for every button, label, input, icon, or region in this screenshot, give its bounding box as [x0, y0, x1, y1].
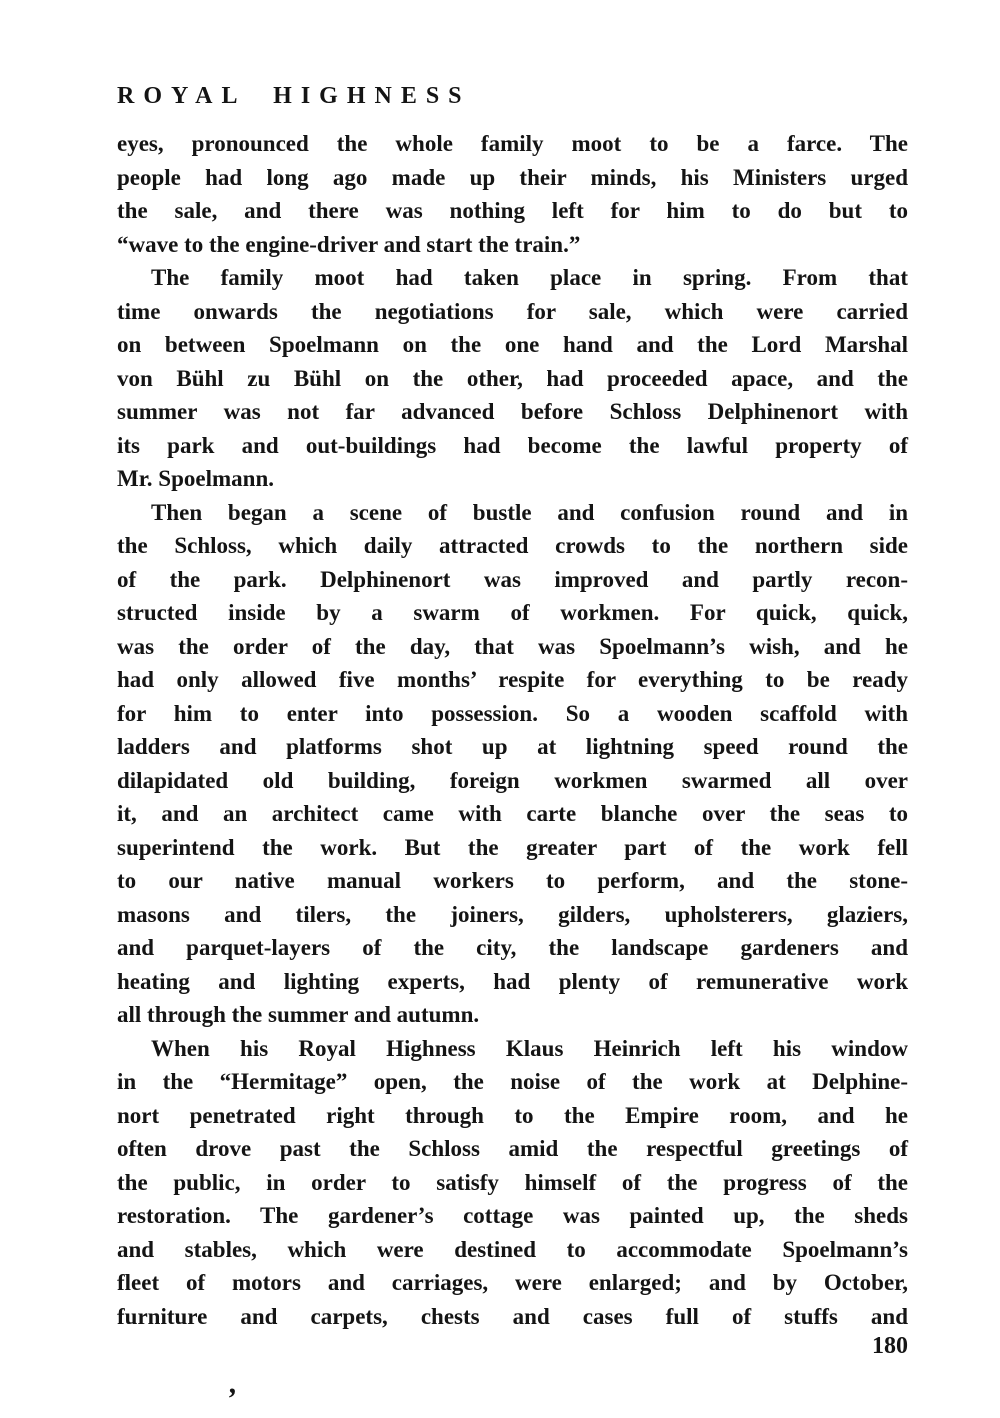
- ink-smudge-mark: ’: [226, 1382, 236, 1415]
- text-line: had only allowed five months’ respite for everything to be ready: [117, 667, 908, 692]
- text-line: masons and tilers, the joiners, gilders, upholsterers, glaziers,: [117, 901, 908, 927]
- paragraph: [117, 261, 908, 496]
- page-number: 180: [872, 1333, 908, 1359]
- text-line: Then began a scene of bustle and confusion round and in: [151, 499, 908, 525]
- text-line: the public, in order to satisfy himself of the progress of the: [117, 1169, 908, 1195]
- running-head: ROYAL HIGHNESS: [117, 83, 471, 109]
- text-line: the Schloss, which daily attracted crowds to the northern side: [117, 533, 908, 558]
- text-line: its park and out-buildings had become the lawful property of: [117, 432, 908, 458]
- paragraph: [117, 496, 908, 1032]
- text-line: Mr. Spoelmann.: [117, 466, 274, 491]
- paragraph: [117, 127, 908, 261]
- text-line: restoration. The gardener’s cottage was painted up, the sheds: [117, 1203, 908, 1228]
- text-line: When his Royal Highness Klaus Heinrich left his window: [151, 1035, 908, 1061]
- text-line: and stables, which were destined to accommodate Spoelmann’s: [117, 1236, 908, 1262]
- text-line: and parquet-layers of the city, the landscape gardeners and: [117, 935, 908, 960]
- paragraph: [117, 1032, 908, 1334]
- text-line: people had long ago made up their minds, his Ministers urged: [117, 164, 908, 190]
- text-line: fleet of motors and carriages, were enlarged; and by October,: [117, 1270, 908, 1295]
- text-line: was the order of the day, that was Spoelmann’s wish, and he: [117, 633, 908, 659]
- body-text: [117, 127, 908, 1333]
- text-line: ladders and platforms shot up at lightning speed round the: [117, 734, 908, 759]
- text-line: heating and lighting experts, had plenty of remunerative work: [117, 968, 908, 994]
- text-line: von Bühl zu Bühl on the other, had proceeded apace, and the: [117, 365, 908, 391]
- text-line: eyes, pronounced the whole family moot to be a farce. The: [117, 131, 908, 156]
- text-line: time onwards the negotiations for sale, which were carried: [117, 298, 908, 324]
- text-line: to our native manual workers to perform, and the stone-: [117, 868, 908, 893]
- text-line: often drove past the Schloss amid the respectful greetings of: [117, 1136, 908, 1161]
- text-line: of the park. Delphinenort was improved and partly recon-: [117, 566, 908, 592]
- text-line: it, and an architect came with carte blanche over the seas to: [117, 801, 908, 826]
- text-line: superintend the work. But the greater part of the work fell: [117, 834, 908, 860]
- text-line: on between Spoelmann on the one hand and the Lord Marshal: [117, 332, 908, 357]
- text-line: The family moot had taken place in spring. From that: [151, 265, 908, 290]
- text-line: “wave to the engine-driver and start the train.”: [117, 231, 581, 257]
- text-line: furniture and carpets, chests and cases full of stuffs and: [117, 1303, 908, 1329]
- text-line: structed inside by a swarm of workmen. For quick, quick,: [117, 600, 908, 625]
- text-line: the sale, and there was nothing left for him to do but to: [117, 198, 908, 223]
- text-line: in the “Hermitage” open, the noise of the work at Delphine-: [117, 1069, 908, 1094]
- text-line: summer was not far advanced before Schloss Delphinenort with: [117, 399, 908, 424]
- text-line: for him to enter into possession. So a wooden scaffold with: [117, 700, 908, 726]
- text-line: dilapidated old building, foreign workmen swarmed all over: [117, 767, 908, 793]
- text-line: all through the summer and autumn.: [117, 1002, 480, 1027]
- text-line: nort penetrated right through to the Empire room, and he: [117, 1102, 908, 1128]
